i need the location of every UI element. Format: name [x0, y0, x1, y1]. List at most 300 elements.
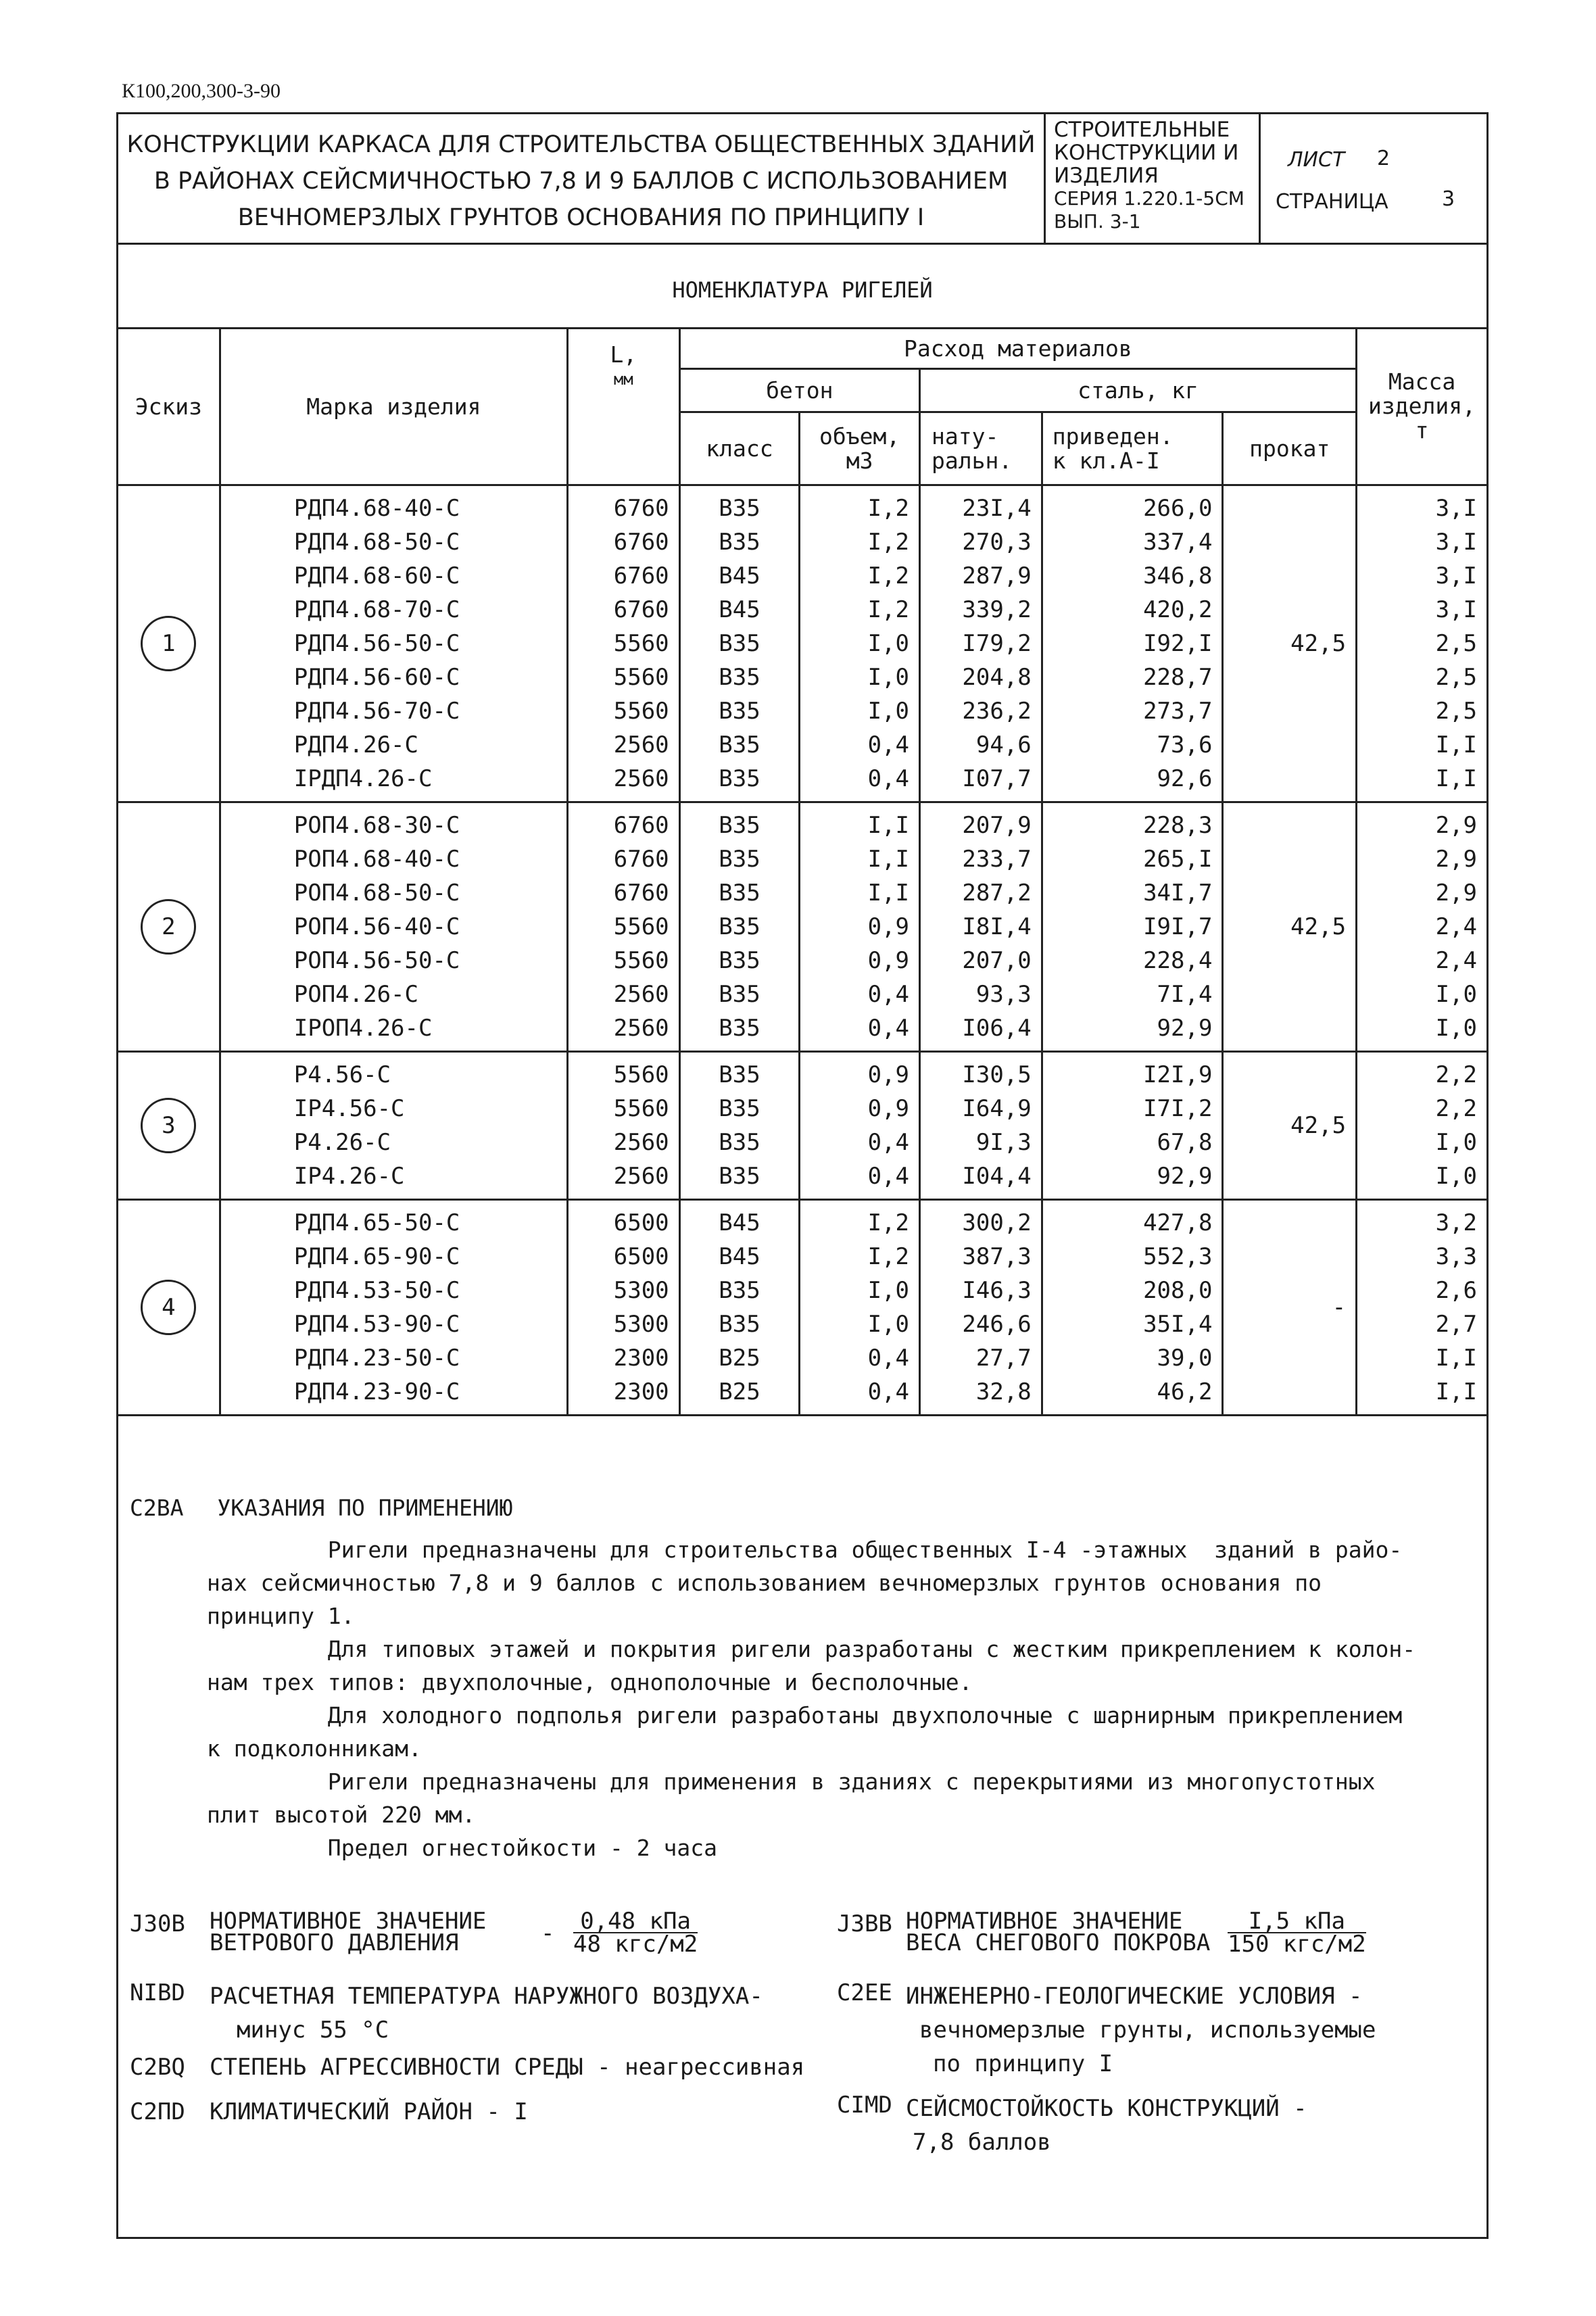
notes-line: Для холодного подполья ригели разработаны двухполочные с шарнирным прикреплением — [207, 1702, 1403, 1729]
header-mark: Марка изделия — [220, 329, 567, 485]
sheet-block — [1261, 114, 1489, 243]
cell-volume: I,2 — [867, 495, 909, 522]
cell-mark: РОП4.56-40-С — [293, 913, 460, 940]
cell-length: 6760 — [613, 812, 669, 839]
cell-reduced: 67,8 — [1157, 1129, 1213, 1156]
cell-volume: 0,4 — [867, 1163, 909, 1190]
header-length-unit: мм — [613, 370, 633, 389]
snow-label-line: ВЕСА СНЕГОВОГО ПОКРОВА — [906, 1929, 1211, 1956]
cell-natural: 300,2 — [962, 1209, 1032, 1236]
cell-mass: 3,I — [1435, 596, 1477, 623]
cell-mass: 2,5 — [1435, 698, 1477, 725]
cell-mass: 2,2 — [1435, 1061, 1477, 1088]
cell-mark: РДП4.26-С — [293, 731, 418, 758]
geo-code: С2ЕЕ — [837, 1979, 892, 2006]
cell-mark: РДП4.56-60-С — [293, 664, 460, 691]
cell-reduced: I9I,7 — [1143, 913, 1213, 940]
cell-length: 2560 — [613, 1129, 669, 1156]
cell-volume: I,0 — [867, 698, 909, 725]
column-volume — [800, 1052, 920, 1200]
cell-mark: IР4.26-С — [293, 1163, 405, 1190]
cell-natural: 233,7 — [962, 846, 1032, 873]
table-group-row — [118, 485, 1488, 802]
seis-text — [906, 2092, 1307, 2159]
cell-mark: РДП4.56-50-С — [293, 630, 460, 657]
page-label: СТРАНИЦА — [1276, 190, 1388, 214]
notes-line: нах сейсмичностью 7,8 и 9 баллов с использованием вечномерзлых грунтов основания по — [207, 1570, 1322, 1596]
title-line: КОНСТРУКЦИИ КАРКАСА ДЛЯ СТРОИТЕЛЬСТВА ОБЩЕСТВЕННЫХ ЗДАНИЙ — [126, 131, 1036, 158]
cell-natural: 270,3 — [962, 529, 1032, 556]
cell-reduced: 427,8 — [1143, 1209, 1213, 1236]
cell-class: В35 — [719, 846, 760, 873]
cell-volume: I,2 — [867, 1243, 909, 1270]
cell-class: В35 — [719, 947, 760, 974]
cell-volume: 0,4 — [867, 765, 909, 792]
cell-length: 2300 — [613, 1378, 669, 1405]
geo-line: вечномерзлые грунты, используемые — [919, 2017, 1376, 2044]
cell-volume: I,2 — [867, 529, 909, 556]
cell-natural: 236,2 — [962, 698, 1032, 725]
notes-line: принципу 1. — [207, 1603, 355, 1629]
cell-reduced: I7I,2 — [1143, 1095, 1213, 1122]
seis-code: СIМD — [837, 2092, 892, 2119]
cell-mark: РОП4.56-50-С — [293, 947, 460, 974]
notes-code: С2ВА — [130, 1495, 184, 1521]
cell-volume: I,I — [867, 812, 909, 839]
cell-reduced: 273,7 — [1143, 698, 1213, 725]
cell-natural: 287,2 — [962, 879, 1032, 907]
cell-volume: I,0 — [867, 1277, 909, 1304]
cell-reduced: 92,6 — [1157, 765, 1213, 792]
snow-value-kgs: 150 кгс/м2 — [1228, 1931, 1366, 1958]
cell-length: 6760 — [613, 879, 669, 907]
cell-volume: I,2 — [867, 596, 909, 623]
cell-class: В35 — [719, 879, 760, 907]
header-rolled: прокат — [1223, 412, 1357, 485]
cell-mark: РДП4.68-70-С — [293, 596, 460, 623]
cell-length: 2560 — [613, 765, 669, 792]
wind-code: J30В — [130, 1910, 185, 1937]
cell-reduced: 35I,4 — [1143, 1311, 1213, 1338]
cell-class: В35 — [719, 1095, 760, 1122]
cell-natural: 27,7 — [975, 1345, 1032, 1372]
cell-mark: РДП4.56-70-С — [293, 698, 460, 725]
cell-volume: I,I — [867, 879, 909, 907]
cell-length: 6760 — [613, 495, 669, 522]
cell-length: 6500 — [613, 1209, 669, 1236]
notes-line: Ригели предназначены для применения в зданиях с перекрытиями из многопустотных — [207, 1768, 1376, 1795]
column-natural — [920, 802, 1042, 1052]
column-class — [679, 1200, 800, 1416]
cell-volume: 0,4 — [867, 981, 909, 1008]
cell-class: В35 — [719, 981, 760, 1008]
sketch-cell — [118, 485, 220, 802]
cell-natural: 93,3 — [975, 981, 1032, 1008]
cell-class: В35 — [719, 765, 760, 792]
cell-mark: РДП4.65-50-С — [293, 1209, 460, 1236]
cell-class: В35 — [719, 731, 760, 758]
cell-mark: РДП4.23-90-С — [293, 1378, 460, 1405]
temp-line: минус 55 °С — [237, 2017, 389, 2044]
header-natural — [920, 412, 1042, 485]
cell-natural: I46,3 — [962, 1277, 1032, 1304]
cell-volume: 0,4 — [867, 1345, 909, 1372]
cell-length: 2560 — [613, 981, 669, 1008]
cell-reduced: 552,3 — [1143, 1243, 1213, 1270]
cell-natural: 246,6 — [962, 1311, 1032, 1338]
cell-mass: 2,4 — [1435, 913, 1477, 940]
cell-class: В45 — [719, 562, 760, 589]
header-reduced — [1042, 412, 1223, 485]
cell-natural: 207,9 — [962, 812, 1032, 839]
sketch-number-circle: 2 — [141, 899, 196, 955]
column-natural — [920, 1200, 1042, 1416]
cell-mark: РДП4.68-50-С — [293, 529, 460, 556]
cell-reduced: 39,0 — [1157, 1345, 1213, 1372]
cell-rolled: 42,5 — [1223, 1052, 1357, 1200]
cell-length: 2560 — [613, 1163, 669, 1190]
cell-mass: 2,2 — [1435, 1095, 1477, 1122]
cell-reduced: I2I,9 — [1143, 1061, 1213, 1088]
wind-label-line: НОРМАТИВНОЕ ЗНАЧЕНИЕ — [210, 1908, 487, 1935]
cell-reduced: 73,6 — [1157, 731, 1213, 758]
cell-volume: I,0 — [867, 664, 909, 691]
cell-reduced: 346,8 — [1143, 562, 1213, 589]
cell-mark: РДП4.53-50-С — [293, 1277, 460, 1304]
cell-natural: I30,5 — [962, 1061, 1032, 1088]
cell-class: В35 — [719, 913, 760, 940]
table-title: НОМЕНКЛАТУРА РИГЕЛЕЙ — [672, 277, 933, 303]
cell-mass: 3,3 — [1435, 1243, 1477, 1270]
wind-dash: - — [541, 1920, 555, 1947]
cell-mass: I,0 — [1435, 981, 1477, 1008]
cell-class: В25 — [719, 1345, 760, 1372]
cell-class: В35 — [719, 1277, 760, 1304]
cell-natural: 387,3 — [962, 1243, 1032, 1270]
sheet-value: 2 — [1377, 147, 1391, 170]
temp-text — [210, 1979, 763, 2047]
cell-mass: I,I — [1435, 765, 1477, 792]
notes-line: к подколонникам. — [207, 1735, 422, 1762]
cell-natural: 23I,4 — [962, 495, 1032, 522]
cell-class: В35 — [719, 812, 760, 839]
cell-mass: I,I — [1435, 731, 1477, 758]
column-natural — [920, 485, 1042, 802]
cell-reduced: 420,2 — [1143, 596, 1213, 623]
sketch-cell — [118, 802, 220, 1052]
cell-mass: 2,7 — [1435, 1311, 1477, 1338]
header-steel: сталь, кг — [920, 369, 1357, 412]
cell-class: В45 — [719, 1209, 760, 1236]
cell-mark: РДП4.68-40-С — [293, 495, 460, 522]
column-class — [679, 485, 800, 802]
wind-value-kgs: 48 кгс/м2 — [573, 1931, 698, 1958]
cell-reduced: 92,9 — [1157, 1015, 1213, 1042]
cell-mark: РДП4.23-50-С — [293, 1345, 460, 1372]
snow-label — [906, 1910, 1210, 1954]
notes-line: Предел огнестойкости - 2 часа — [207, 1835, 717, 1861]
header-length — [567, 329, 679, 485]
header-volume — [800, 412, 920, 485]
column-mass — [1357, 485, 1488, 802]
header-mass — [1357, 329, 1488, 485]
table-group-row — [118, 802, 1488, 1052]
cell-mark: РОП4.68-40-С — [293, 846, 460, 873]
header-natural-line: нату- — [932, 423, 999, 450]
aggr-code: С2ВQ — [130, 2054, 185, 2081]
page-value: 3 — [1442, 187, 1455, 211]
column-reduced — [1042, 1200, 1223, 1416]
cell-mark: РОП4.68-50-С — [293, 879, 460, 907]
cell-class: В45 — [719, 596, 760, 623]
header-sketch: Эскиз — [118, 329, 220, 485]
column-natural — [920, 1052, 1042, 1200]
cell-mass: 2,4 — [1435, 947, 1477, 974]
cell-mass: 3,I — [1435, 562, 1477, 589]
table-body — [118, 485, 1488, 1416]
cell-class: В45 — [719, 1243, 760, 1270]
cell-rolled: 42,5 — [1223, 802, 1357, 1052]
table-group-row — [118, 1200, 1488, 1416]
cell-reduced: 228,4 — [1143, 947, 1213, 974]
cell-volume: 0,9 — [867, 1061, 909, 1088]
cell-volume: 0,4 — [867, 1015, 909, 1042]
seis-line: 7,8 баллов — [913, 2129, 1051, 2156]
cell-natural: 207,0 — [962, 947, 1032, 974]
column-volume — [800, 485, 920, 802]
series-line: СЕРИЯ 1.220.1-5СМ — [1054, 187, 1244, 210]
cell-natural: 287,9 — [962, 562, 1032, 589]
cell-reduced: 265,I — [1143, 846, 1213, 873]
cell-volume: 0,4 — [867, 1129, 909, 1156]
cell-length: 5560 — [613, 698, 669, 725]
cell-natural: I8I,4 — [962, 913, 1032, 940]
cell-length: 5560 — [613, 913, 669, 940]
sheet-label: ЛИСТ — [1288, 148, 1345, 172]
cell-length: 5300 — [613, 1311, 669, 1338]
climate-code: С2ПD — [130, 2098, 185, 2125]
cell-mark: РДП4.65-90-С — [293, 1243, 460, 1270]
cell-natural: I06,4 — [962, 1015, 1032, 1042]
wind-value — [573, 1908, 698, 1958]
header-volume-unit: м3 — [846, 447, 873, 474]
column-mark — [220, 1200, 567, 1416]
header-concrete: бетон — [679, 369, 919, 412]
cell-reduced: 34I,7 — [1143, 879, 1213, 907]
series-line: ВЫП. 3-1 — [1054, 210, 1141, 233]
column-reduced — [1042, 485, 1223, 802]
temp-line: РАСЧЕТНАЯ ТЕМПЕРАТУРА НАРУЖНОГО ВОЗДУХА- — [210, 1983, 763, 2010]
sketch-cell — [118, 1200, 220, 1416]
cell-rolled: - — [1223, 1200, 1357, 1416]
cell-volume: I,0 — [867, 630, 909, 657]
cell-mass: 2,9 — [1435, 812, 1477, 839]
cell-mass: 2,5 — [1435, 664, 1477, 691]
cell-length: 5560 — [613, 1061, 669, 1088]
notes-line: нам трех типов: двухполочные, однополочные и бесполочные. — [207, 1669, 973, 1695]
climate-text: КЛИМАТИЧЕСКИЙ РАЙОН - I — [210, 2098, 528, 2125]
cell-reduced: 266,0 — [1143, 495, 1213, 522]
cell-mark: Р4.56-С — [293, 1061, 391, 1088]
cell-class: В35 — [719, 664, 760, 691]
cell-class: В35 — [719, 1163, 760, 1190]
wind-label — [210, 1910, 486, 1954]
cell-mark: РДП4.68-60-С — [293, 562, 460, 589]
cell-reduced: 92,9 — [1157, 1163, 1213, 1190]
snow-value — [1228, 1908, 1366, 1958]
table-group-row — [118, 1052, 1488, 1200]
cell-class: В35 — [719, 1015, 760, 1042]
cell-reduced: 228,3 — [1143, 812, 1213, 839]
notes-heading-row — [130, 1491, 512, 1524]
cell-length: 5300 — [613, 1277, 669, 1304]
document-code: К100,200,300-3-90 — [122, 80, 281, 102]
temp-code: NIВD — [130, 1979, 185, 2006]
column-reduced — [1042, 802, 1223, 1052]
seis-line: СЕЙСМОСТОЙКОСТЬ КОНСТРУКЦИЙ - — [906, 2095, 1307, 2122]
cell-natural: 204,8 — [962, 664, 1032, 691]
cell-volume: I,2 — [867, 1209, 909, 1236]
notes-body — [207, 1533, 1416, 1864]
notes-line: Ригели предназначены для строительства общественных I-4 -этажных зданий в райо- — [207, 1537, 1403, 1563]
header-mass-line: Масса — [1388, 368, 1456, 395]
cell-volume: 0,9 — [867, 947, 909, 974]
header-reduced-line: приведен. — [1052, 423, 1174, 450]
cell-volume: 0,4 — [867, 1378, 909, 1405]
header-volume-label: объем, — [819, 423, 900, 450]
cell-mass: 2,6 — [1435, 1277, 1477, 1304]
wind-label-line: ВЕТРОВОГО ДАВЛЕНИЯ — [210, 1929, 459, 1956]
cell-class: В35 — [719, 529, 760, 556]
header-length-symbol: L, — [610, 341, 637, 368]
cell-reduced: 46,2 — [1157, 1378, 1213, 1405]
column-mass — [1357, 1200, 1488, 1416]
cell-mass: 2,9 — [1435, 846, 1477, 873]
geo-line: по принципу I — [933, 2050, 1113, 2077]
cell-class: В25 — [719, 1378, 760, 1405]
cell-mass: I,I — [1435, 1345, 1477, 1372]
cell-mass: 2,5 — [1435, 630, 1477, 657]
cell-length: 6760 — [613, 562, 669, 589]
cell-natural: I04,4 — [962, 1163, 1032, 1190]
notes-line: плит высотой 220 мм. — [207, 1802, 476, 1828]
cell-mark: РДП4.53-90-С — [293, 1311, 460, 1338]
cell-length: 6760 — [613, 529, 669, 556]
snow-value-kpa: I,5 кПа — [1228, 1910, 1366, 1933]
series-line: СТРОИТЕЛЬНЫЕ — [1054, 118, 1230, 142]
cell-class: В35 — [719, 698, 760, 725]
sketch-number-circle: 3 — [141, 1098, 196, 1153]
cell-volume: 0,9 — [867, 913, 909, 940]
cell-reduced: I92,I — [1143, 630, 1213, 657]
cell-natural: 94,6 — [975, 731, 1032, 758]
cell-mark: IРДП4.26-С — [293, 765, 433, 792]
header-class: класс — [679, 412, 800, 485]
column-class — [679, 802, 800, 1052]
notes-line: Для типовых этажей и покрытия ригели разработаны с жестким прикреплением к колон- — [207, 1636, 1416, 1662]
header-mass-unit: т — [1415, 417, 1429, 443]
cell-class: В35 — [719, 1129, 760, 1156]
column-mark — [220, 802, 567, 1052]
notes-heading: УКАЗАНИЯ ПО ПРИМЕНЕНИЮ — [217, 1495, 513, 1521]
wind-value-kpa: 0,48 кПа — [573, 1910, 698, 1933]
cell-natural: I79,2 — [962, 630, 1032, 657]
cell-mass: 2,9 — [1435, 879, 1477, 907]
cell-class: В35 — [719, 495, 760, 522]
header-reduced-line: к кл.А-I — [1052, 447, 1160, 474]
column-mark — [220, 1052, 567, 1200]
column-class — [679, 1052, 800, 1200]
cell-volume: 0,4 — [867, 731, 909, 758]
geo-text — [906, 1979, 1376, 2081]
sketch-cell — [118, 1052, 220, 1200]
column-volume — [800, 1200, 920, 1416]
cell-natural: 9I,3 — [975, 1129, 1032, 1156]
cell-reduced: 7I,4 — [1157, 981, 1213, 1008]
cell-reduced: 228,7 — [1143, 664, 1213, 691]
cell-length: 6760 — [613, 596, 669, 623]
cell-length: 5560 — [613, 630, 669, 657]
cell-mark: IРОП4.26-С — [293, 1015, 433, 1042]
cell-mass: I,I — [1435, 1378, 1477, 1405]
cell-volume: I,0 — [867, 1311, 909, 1338]
column-mass — [1357, 1052, 1488, 1200]
column-reduced — [1042, 1052, 1223, 1200]
cell-length: 5560 — [613, 664, 669, 691]
cell-volume: I,I — [867, 846, 909, 873]
cell-reduced: 208,0 — [1143, 1277, 1213, 1304]
cell-mass: I,0 — [1435, 1129, 1477, 1156]
title-line: ВЕЧНОМЕРЗЛЫХ ГРУНТОВ ОСНОВАНИЯ ПО ПРИНЦИПУ I — [237, 204, 925, 231]
sketch-number-circle: 4 — [141, 1280, 196, 1335]
cell-reduced: 337,4 — [1143, 529, 1213, 556]
column-length — [567, 485, 679, 802]
cell-natural: I07,7 — [962, 765, 1032, 792]
title-line: В РАЙОНАХ СЕЙСМИЧНОСТЬЮ 7,8 И 9 БАЛЛОВ С ИСПОЛЬЗОВАНИЕМ — [153, 168, 1009, 195]
sketch-number-circle: 1 — [141, 616, 196, 671]
cell-mass: 3,I — [1435, 529, 1477, 556]
cell-mark: РОП4.68-30-С — [293, 812, 460, 839]
header-natural-line: ральн. — [932, 447, 1013, 474]
header-materials: Расход материалов — [679, 329, 1356, 369]
cell-mark: IР4.56-С — [293, 1095, 405, 1122]
cell-natural: I64,9 — [962, 1095, 1032, 1122]
column-length — [567, 1052, 679, 1200]
cell-mass: I,0 — [1435, 1163, 1477, 1190]
cell-natural: 339,2 — [962, 596, 1032, 623]
column-length — [567, 1200, 679, 1416]
column-mark — [220, 485, 567, 802]
cell-length: 5560 — [613, 947, 669, 974]
snow-label-line: НОРМАТИВНОЕ ЗНАЧЕНИЕ — [906, 1908, 1183, 1935]
column-mass — [1357, 802, 1488, 1052]
cell-mark: РОП4.26-С — [293, 981, 418, 1008]
cell-length: 6760 — [613, 846, 669, 873]
cell-length: 2560 — [613, 1015, 669, 1042]
cell-length: 2560 — [613, 731, 669, 758]
nomenclature-table — [116, 327, 1489, 1416]
column-length — [567, 802, 679, 1052]
series-block — [1046, 114, 1261, 243]
cell-length: 6500 — [613, 1243, 669, 1270]
cell-volume: 0,9 — [867, 1095, 909, 1122]
cell-volume: I,2 — [867, 562, 909, 589]
cell-natural: 32,8 — [975, 1378, 1032, 1405]
cell-class: В35 — [719, 630, 760, 657]
cell-mass: 3,2 — [1435, 1209, 1477, 1236]
cell-length: 5560 — [613, 1095, 669, 1122]
column-volume — [800, 802, 920, 1052]
